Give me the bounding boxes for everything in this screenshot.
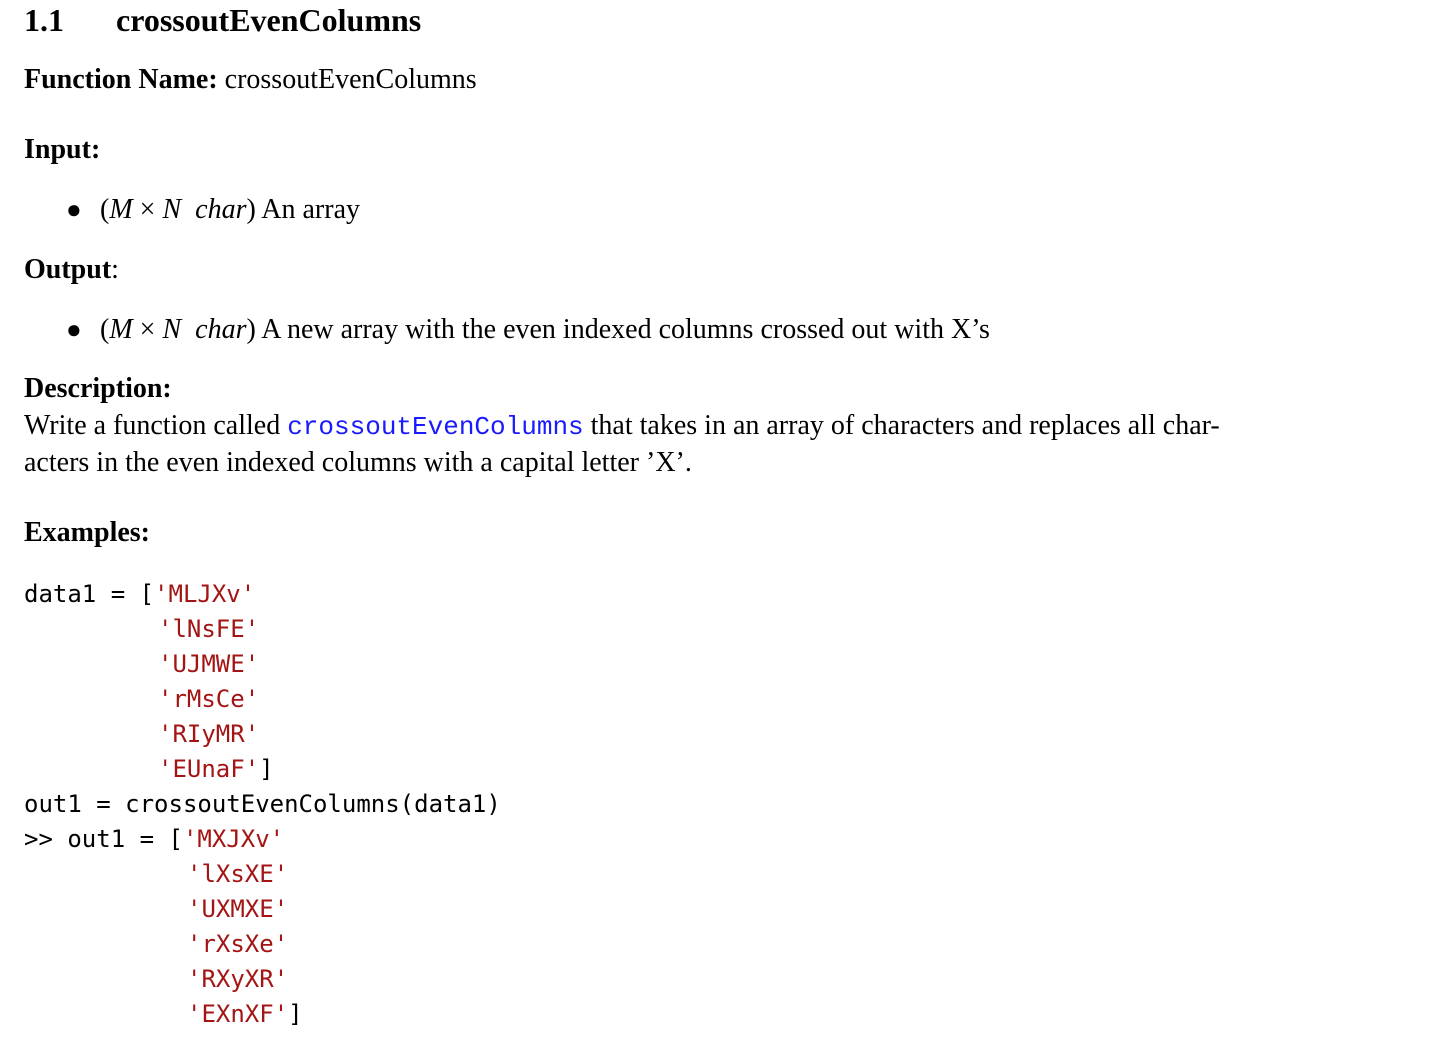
code-line-output-0: >> out1 = ['MXJXv' (24, 825, 285, 853)
function-name-label: Function Name: (24, 64, 218, 95)
input-type-math: (M × N char) (100, 194, 256, 225)
code-line-output-5: 'EXnXF'] (187, 1000, 303, 1028)
code-line-input-2: 'UJMWE' (158, 650, 260, 678)
function-reference: crossoutEvenColumns (287, 412, 584, 442)
code-line-input-3: 'rMsCe' (158, 685, 260, 713)
code-line-input-4: 'RIyMR' (158, 720, 260, 748)
code-line-output-2: 'UXMXE' (187, 895, 289, 923)
output-heading (24, 254, 119, 286)
examples-heading (24, 517, 150, 549)
output-label: Output (24, 254, 112, 285)
description-line-1: Write a function called crossoutEvenColumns that takes in an array of characters and replaces all char- (24, 410, 1220, 442)
section-title: crossoutEvenColumns (116, 2, 422, 38)
section-number: 1.1 (24, 2, 64, 38)
code-line-input-0: data1 = ['MLJXv' (24, 580, 256, 608)
code-example (24, 577, 501, 1032)
description-body (24, 408, 1434, 481)
input-description: An array (261, 194, 360, 225)
output-description: A new array with the even indexed columns crossed out with X’s (261, 314, 990, 345)
description-heading (24, 373, 172, 405)
bullet-icon: ● (66, 315, 82, 344)
output-bullet-item (66, 314, 990, 346)
code-line-output-4: 'RXyXR' (187, 965, 289, 993)
code-line-input-5: 'EUnaF'] (158, 755, 274, 783)
bullet-icon: ● (66, 195, 82, 224)
code-line-call: out1 = crossoutEvenColumns(data1) (24, 790, 501, 818)
function-name-value: crossoutEvenColumns (224, 64, 477, 95)
input-heading (24, 134, 100, 166)
examples-label: Examples: (24, 517, 150, 548)
description-line-2: acters in the even indexed columns with a capital letter ’X’. (24, 447, 692, 478)
input-bullet-item (66, 194, 360, 226)
description-label: Description: (24, 373, 172, 404)
code-line-output-3: 'rXsXe' (187, 930, 289, 958)
code-line-input-1: 'lNsFE' (158, 615, 260, 643)
input-label: Input: (24, 134, 101, 165)
output-type-math: (M × N char) (100, 314, 256, 345)
section-heading (24, 2, 421, 39)
output-colon: : (111, 254, 119, 285)
code-line-output-1: 'lXsXE' (187, 860, 289, 888)
function-name-line (24, 64, 477, 96)
